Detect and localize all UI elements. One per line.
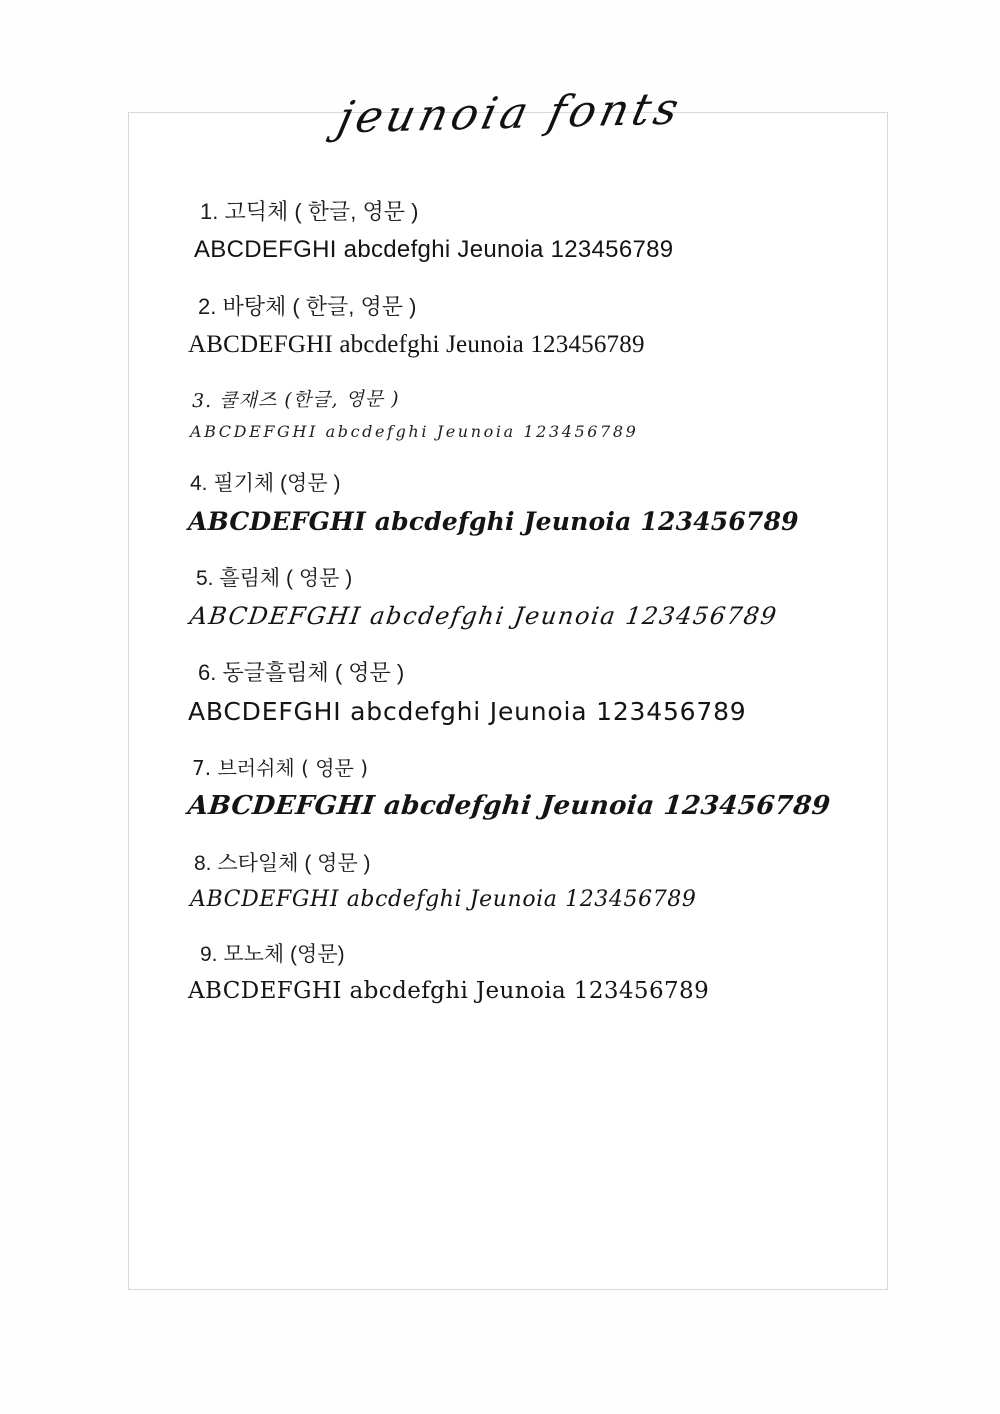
list-item [186, 752, 832, 821]
list-item [188, 562, 828, 630]
page-title: jeunoia fonts [332, 83, 687, 144]
font-sample-text: ABCDEFGHI abcdefghi Jeunoia 123456789 [190, 422, 639, 441]
font-sample-label: 9. 모노체 (영문) [200, 943, 345, 966]
list-item [188, 847, 828, 912]
font-sample-text: ABCDEFGHI abcdefghi Jeunoia 123456789 [186, 791, 832, 821]
font-sample-label: 6. 동글흘림체 ( 영문 ) [198, 660, 405, 685]
list-item [188, 938, 828, 1004]
list-item [188, 467, 828, 536]
list-item [188, 290, 828, 359]
font-sample-text: ABCDEFGHI abcdefghi Jeunoia 123456789 [188, 978, 710, 1004]
font-sample-text: ABCDEFGHI abcdefghi Jeunoia 123456789 [188, 507, 799, 536]
font-sample-text: ABCDEFGHI abcdefghi Jeunoia 123456789 [190, 887, 697, 912]
list-item [188, 656, 828, 726]
font-sample-list [128, 195, 888, 1030]
font-sample-label: 2. 바탕체 ( 한글, 영문 ) [198, 294, 417, 319]
font-sample-label: 3. 쿨재즈 (한글, 영문 ) [191, 387, 400, 413]
font-sample-label: 8. 스타일체 ( 영문 ) [194, 852, 371, 875]
font-sample-label: 1. 고딕체 ( 한글, 영문 ) [200, 199, 419, 224]
font-sample-label: 4. 필기체 (영문 ) [190, 472, 341, 495]
list-item [188, 385, 828, 441]
font-sample-text: ABCDEFGHI abcdefghi Jeunoia 123456789 [188, 602, 780, 630]
font-sample-text: ABCDEFGHI abcdefghi Jeunoia 123456789 [194, 236, 674, 263]
font-sample-label: 7. 브러쉬체 ( 영문 ) [192, 756, 369, 780]
list-item [188, 195, 828, 264]
font-sample-label: 5. 흘림체 ( 영문 ) [196, 567, 353, 590]
font-sample-text: ABCDEFGHI abcdefghi Jeunoia 123456789 [188, 331, 645, 358]
font-sample-text: ABCDEFGHI abcdefghi Jeunoia 123456789 [188, 697, 747, 726]
